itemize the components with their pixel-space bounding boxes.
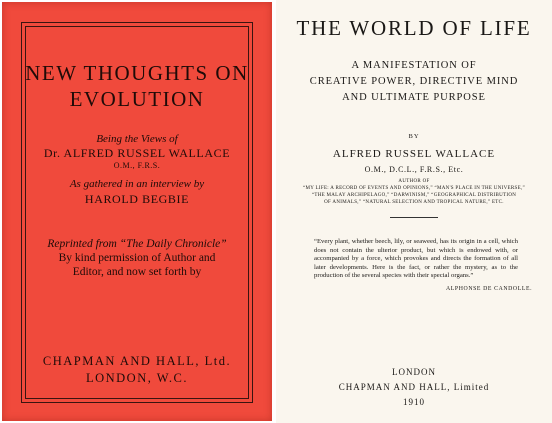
cover-permission-1: By kind permission of Author and — [58, 252, 216, 264]
cover-background — [2, 2, 272, 421]
rule-divider — [390, 217, 438, 218]
cover-author-honours: O.M., F.R.S. — [113, 161, 161, 170]
imprint-city: LONDON — [392, 367, 436, 377]
subtitle-line2: CREATIVE POWER, DIRECTIVE MIND — [309, 76, 519, 87]
epigraph-attribution: ALPHONSE DE CANDOLLE. — [446, 286, 533, 292]
imprint-year: 1910 — [403, 397, 425, 407]
by-label: BY — [408, 133, 420, 140]
works-line3: OF ANIMALS,” “NATURAL SELECTION AND TROPICAL NATURE,” ETC. — [324, 200, 504, 205]
imprint-publisher: CHAPMAN AND HALL, Limited — [338, 382, 490, 392]
cover-reprinted: Reprinted from “The Daily Chronicle” — [47, 238, 227, 250]
title-page-author: ALFRED RUSSEL WALLACE — [332, 148, 496, 160]
cover-title-line2: EVOLUTION — [69, 87, 205, 111]
cover-title-line1: NEW THOUGHTS ON — [25, 61, 249, 85]
epigraph-quote: “Every plant, whether beech, lily, or seaweed, has its origin in a cell, which does not contain the ulterior product, but which is endowed with, or accompanied by a force, which provokes and directs the formation of all later developments. Here is the fact, or rather the mystery, as to the production of the several species with their special organs.” — [314, 238, 518, 280]
author-of-label: AUTHOR OF — [398, 179, 430, 184]
cover-being-views: Being the Views of — [96, 133, 178, 145]
title-page — [276, 0, 552, 423]
cover-publisher: CHAPMAN AND HALL, Ltd. — [42, 354, 232, 368]
subtitle-line1: A MANIFESTATION OF — [351, 60, 477, 71]
works-line2: “THE MALAY ARCHIPELAGO,” “DARWINISM,” “GEOGRAPHICAL DISTRIBUTION — [311, 193, 517, 198]
subtitle-line3: AND ULTIMATE PURPOSE — [342, 92, 486, 103]
cover-city: LONDON, W.C. — [85, 371, 189, 385]
book-title: THE WORLD OF LIFE — [296, 16, 532, 40]
cover-gathered: As gathered in an interview by — [69, 178, 205, 190]
cover-author: Dr. ALFRED RUSSEL WALLACE — [43, 146, 231, 160]
author-degrees: O.M., D.C.L., F.R.S., Etc. — [364, 165, 464, 174]
works-line1: “MY LIFE: A RECORD OF EVENTS AND OPINIONS,” “MAN'S PLACE IN THE UNIVERSE,” — [303, 186, 525, 191]
cover-interviewer: HAROLD BEGBIE — [84, 192, 190, 206]
cover-permission-2: Editor, and now set forth by — [72, 266, 202, 278]
